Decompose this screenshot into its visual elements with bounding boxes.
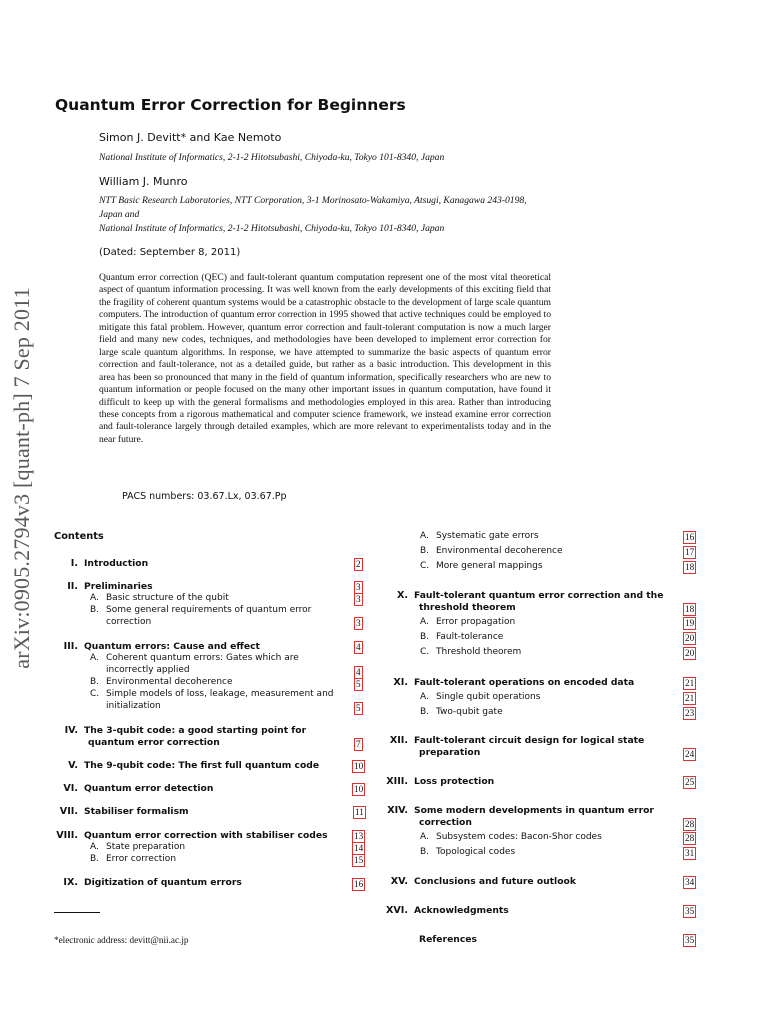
toc-page-link[interactable]: 4 — [356, 667, 361, 677]
dated-line: (Dated: September 8, 2011) — [99, 247, 241, 258]
toc-subentry[interactable]: C. More general mappings — [420, 561, 543, 571]
toc-page-link[interactable]: 23 — [685, 708, 695, 718]
toc-page-link[interactable]: 21 — [685, 693, 695, 703]
toc-page-link[interactable]: 18 — [685, 604, 695, 614]
toc-entry-cont: correction — [419, 817, 472, 828]
toc-subentry[interactable]: A. Systematic gate errors — [420, 531, 539, 541]
toc-page-link[interactable]: 18 — [685, 562, 695, 572]
toc-subentry[interactable]: C. Simple models of loss, leakage, measurement and — [90, 689, 334, 699]
toc-page-link[interactable]: 15 — [354, 855, 364, 865]
toc-entry-cont: preparation — [419, 747, 481, 758]
pacs-numbers: PACS numbers: 03.67.Lx, 03.67.Pp — [122, 491, 287, 502]
toc-subentry[interactable]: B. Topological codes — [420, 847, 516, 857]
toc-subentry[interactable]: B. Environmental decoherence — [90, 677, 233, 687]
paper-title: Quantum Error Correction for Beginners — [55, 96, 406, 114]
toc-page-link[interactable]: 17 — [685, 547, 695, 557]
toc-subentry[interactable]: A. Basic structure of the qubit — [90, 593, 229, 603]
toc-page-link[interactable]: 25 — [685, 777, 695, 787]
toc-entry[interactable]: IV. The 3-qubit code: a good starting point for — [64, 725, 307, 736]
toc-page-link[interactable]: 2 — [356, 559, 361, 569]
affiliation-2b: Japan and — [99, 209, 140, 220]
toc-subentry[interactable]: A. State preparation — [90, 842, 186, 852]
toc-entry[interactable]: XVI. Acknowledgments — [385, 905, 509, 916]
toc-subentry[interactable]: B. Environmental decoherence — [420, 546, 563, 556]
toc-page-link[interactable]: 28 — [685, 833, 695, 843]
contents-heading: Contents — [54, 531, 104, 542]
toc-subentry[interactable]: B. Some general requirements of quantum error — [90, 605, 312, 615]
affiliation-2c: National Institute of Informatics, 2-1-2 Hitotsubashi, Chiyoda-ku, Tokyo 101-8340, Japan — [99, 223, 445, 234]
toc-entry[interactable]: XIV. Some modern developments in quantum error — [387, 805, 654, 816]
toc-entry[interactable]: References — [419, 934, 477, 945]
arxiv-identifier — [4, 268, 40, 688]
toc-entry[interactable]: III. Quantum errors: Cause and effect — [63, 641, 260, 652]
toc-page-link[interactable]: 20 — [685, 648, 695, 658]
toc-page-link[interactable]: 21 — [685, 678, 695, 688]
toc-entry[interactable]: XI. Fault-tolerant operations on encoded data — [393, 677, 635, 688]
toc-page-link[interactable]: 28 — [685, 819, 695, 829]
toc-subentry[interactable]: A. Coherent quantum errors: Gates which are — [90, 653, 299, 663]
toc-entry[interactable]: V. The 9-qubit code: The first full quantum code — [68, 760, 320, 771]
toc-page-link[interactable]: 5 — [356, 703, 361, 713]
toc-page-link[interactable]: 24 — [685, 749, 695, 759]
toc-page-link[interactable]: 10 — [354, 784, 364, 794]
toc-subentry-cont: correction — [106, 617, 152, 627]
toc-page-link[interactable]: 35 — [685, 906, 695, 916]
toc-page-link[interactable]: 3 — [356, 582, 361, 592]
author-line-2: William J. Munro — [99, 175, 188, 188]
toc-subentry[interactable]: B. Error correction — [90, 854, 177, 864]
toc-entry[interactable]: VIII. Quantum error correction with stabiliser codes — [56, 830, 328, 841]
toc-subentry[interactable]: C. Threshold theorem — [420, 647, 522, 657]
toc-entry[interactable]: VI. Quantum error detection — [63, 783, 214, 794]
toc-page-link[interactable]: 11 — [355, 807, 364, 817]
footnote: *electronic address: devitt@nii.ac.jp — [54, 935, 189, 945]
toc-page-link[interactable]: 3 — [356, 618, 361, 628]
toc-page-link[interactable]: 3 — [356, 594, 361, 604]
toc-subentry-cont: incorrectly applied — [106, 665, 190, 675]
toc-page-link[interactable]: 34 — [685, 877, 695, 887]
toc-page-link[interactable]: 16 — [354, 879, 364, 889]
toc-page-link[interactable]: 31 — [685, 848, 695, 858]
abstract: Quantum error correction (QEC) and fault-tolerant quantum computation represent one of the most vital theoretical aspect of quantum information processing. It was well known from the early developments of this exciting field that the fragility of coherent quantum systems would be a catastrophic obstacle to the development of large scale quantum computers. The introduction of quantum error correction in 1995 showed that active techniques could be employed to mitigate this fatal problem. However, quantum error correction and fault-tolerant computation is now a much larger field and many new codes, techniques, and methodologies have been developed to implement error correction for large scale quantum algorithms. In response, we have attempted to summarize the basic aspects of quantum error correction and fault-tolerance, not as a detailed guide, but rather as a basic introduction. This development in this area has been so pronounced that many in the field of quantum information, specifically researchers who are new to quantum information or people focused on the many other important issues in quantum computation, have found it difficult to keep up with the general formalisms and methodologies employed in this area. Rather than introducing these concepts from a rigorous mathematical and computer science framework, we instead examine error correction and fault-tolerance largely through detailed examples, which are more relevant to experimentalists today and in the near future. — [99, 272, 551, 445]
toc-subentry[interactable]: A. Single qubit operations — [420, 692, 541, 702]
toc-page-link[interactable]: 35 — [685, 935, 695, 945]
toc-entry[interactable]: X. Fault-tolerant quantum error correction and the — [396, 590, 664, 601]
toc-page-link[interactable]: 4 — [356, 642, 361, 652]
toc-entry[interactable]: VII. Stabiliser formalism — [59, 806, 189, 817]
toc-subentry[interactable]: B. Two-qubit gate — [420, 707, 503, 717]
toc-subentry[interactable]: B. Fault-tolerance — [420, 632, 504, 642]
toc-page-link[interactable]: 14 — [354, 843, 364, 853]
toc-entry[interactable]: XV. Conclusions and future outlook — [390, 876, 576, 887]
toc-subentry-cont: initialization — [106, 701, 161, 711]
footnote-rule — [54, 912, 100, 913]
toc-subentry[interactable]: A. Subsystem codes: Bacon-Shor codes — [420, 832, 602, 842]
toc-page-link[interactable]: 13 — [354, 831, 364, 841]
toc-page-link[interactable]: 19 — [685, 618, 695, 628]
toc-subentry[interactable]: A. Error propagation — [420, 617, 516, 627]
toc-entry[interactable]: XIII. Loss protection — [386, 776, 495, 787]
toc-page-link[interactable]: 10 — [354, 761, 364, 771]
author-line-1: Simon J. Devitt* and Kae Nemoto — [99, 131, 282, 144]
toc-entry[interactable]: II. Preliminaries — [67, 581, 153, 592]
toc-page-link[interactable]: 20 — [685, 633, 695, 643]
toc-page-link[interactable]: 16 — [685, 532, 695, 542]
toc-page-link[interactable]: 5 — [356, 679, 361, 689]
toc-entry-cont: quantum error correction — [88, 737, 220, 748]
toc-entry[interactable]: IX. Digitization of quantum errors — [63, 877, 242, 888]
affiliation-1: National Institute of Informatics, 2-1-2 Hitotsubashi, Chiyoda-ku, Tokyo 101-8340, Japan — [99, 152, 445, 163]
arxiv-identifier-text: arXiv:0905.2794v3 [quant-ph] 7 Sep 2011 — [9, 287, 35, 669]
toc-page-link[interactable]: 7 — [356, 739, 361, 749]
toc-entry[interactable]: XII. Fault-tolerant circuit design for logical state — [389, 735, 645, 746]
toc-entry[interactable]: I. Introduction — [70, 558, 149, 569]
affiliation-2a: NTT Basic Research Laboratories, NTT Corporation, 3-1 Morinosato-Wakamiya, Atsugi, Kanagawa 243-0198, — [99, 195, 527, 206]
toc-entry-cont: threshold theorem — [419, 602, 516, 613]
